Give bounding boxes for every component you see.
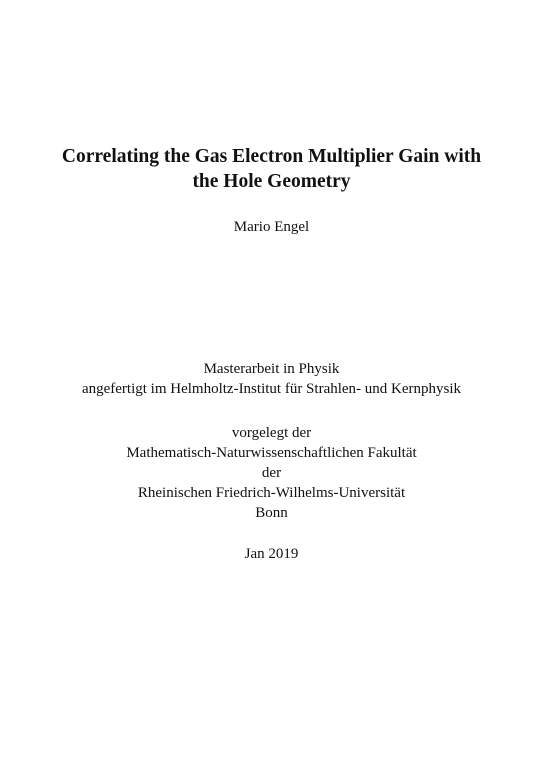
submission-info <box>0 423 543 523</box>
faculty-name: Mathematisch-Naturwissenschaftlichen Fakultät <box>126 445 417 461</box>
university-name: Rheinischen Friedrich-Wilhelms-Universität <box>137 485 406 501</box>
institute-line: angefertigt im Helmholtz-Institut für Strahlen- und Kernphysik <box>81 381 462 397</box>
author-name: Mario Engel <box>233 219 310 235</box>
thesis-info <box>0 359 543 399</box>
submission-date: Jan 2019 <box>244 546 299 562</box>
thesis-title-line-1: Correlating the Gas Electron Multiplier Gain with <box>61 146 482 167</box>
thesis-title <box>20 144 523 194</box>
submitted-line-1: vorgelegt der <box>231 425 312 441</box>
thesis-type: Masterarbeit in Physik <box>203 361 340 377</box>
submitted-line-3: der <box>261 465 282 481</box>
thesis-title-line-2: the Hole Geometry <box>192 171 351 192</box>
city-name: Bonn <box>255 505 288 521</box>
